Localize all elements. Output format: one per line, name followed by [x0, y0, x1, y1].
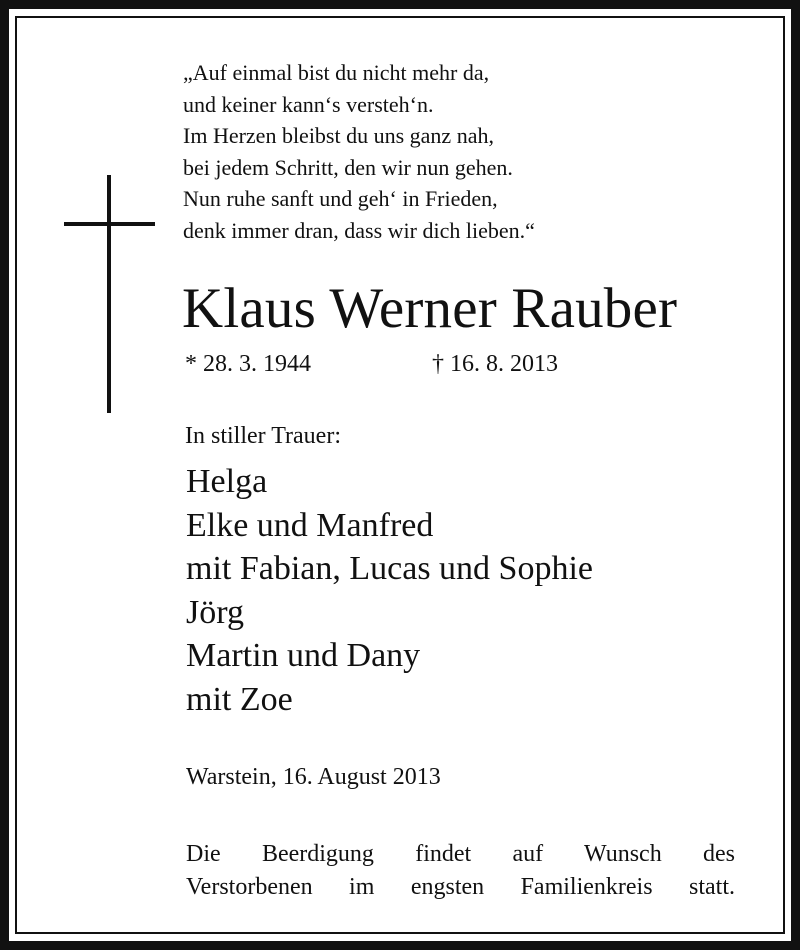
mourner-entry: Martin und Dany	[186, 637, 421, 675]
poem-line: bei jedem Schritt, den wir nun gehen.	[183, 154, 513, 180]
poem-line: „Auf einmal bist du nicht mehr da,	[183, 60, 490, 85]
death-date: † 16. 8. 2013	[432, 351, 558, 377]
funeral-notice	[186, 838, 735, 904]
notice-line: Verstorbenen im engsten Familienkreis statt.	[186, 874, 735, 900]
mourner-entry: Jörg	[186, 593, 244, 631]
poem	[183, 57, 703, 246]
poem-line: Nun ruhe sanft und geh‘ in Frieden,	[183, 186, 498, 211]
mourners-list	[186, 460, 593, 722]
birth-date: * 28. 3. 1944	[185, 351, 311, 377]
poem-line: denk immer dran, dass wir dich lieben.“	[183, 217, 535, 243]
notice-line: Die Beerdigung findet auf Wunsch des	[186, 841, 735, 867]
deceased-name: Klaus Werner Rauber	[182, 277, 678, 340]
mourning-label: In stiller Trauer:	[185, 423, 341, 449]
mourner-entry: mit Zoe	[186, 680, 293, 718]
mourner-entry: Elke und Manfred	[186, 506, 434, 544]
poem-line: und keiner kann‘s versteh‘n.	[183, 91, 434, 117]
mourner-entry: Helga	[186, 463, 268, 500]
poem-line: Im Herzen bleibst du uns ganz nah,	[183, 123, 494, 148]
cross-horizontal-bar	[64, 222, 155, 226]
mourner-entry: mit Fabian, Lucas und Sophie	[186, 550, 594, 588]
place-date: Warstein, 16. August 2013	[186, 764, 441, 790]
cross-vertical-bar	[107, 175, 111, 413]
